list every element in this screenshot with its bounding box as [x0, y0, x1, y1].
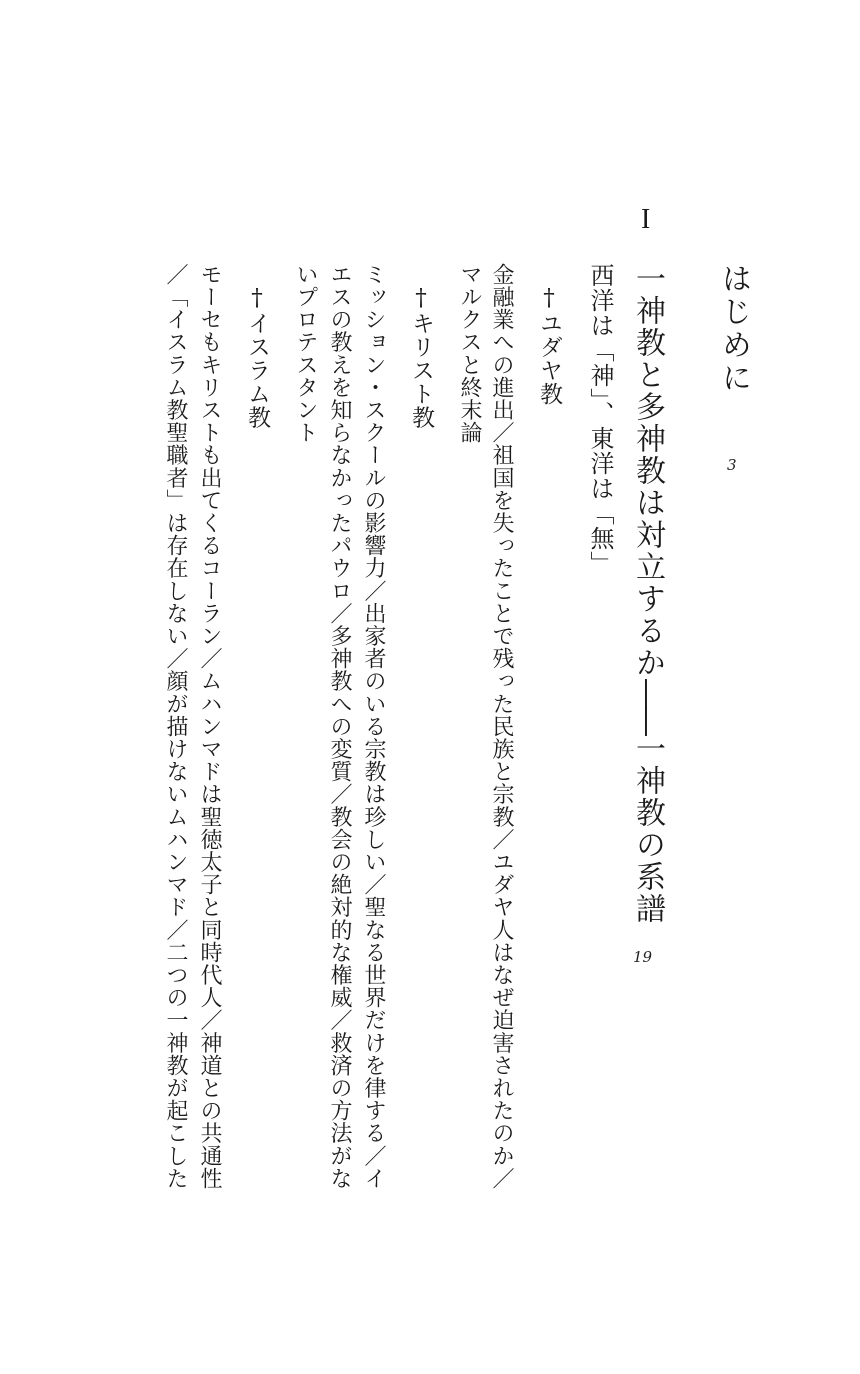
chapter-title: 一神教と多神教は対立するか	[630, 263, 665, 679]
christianity-line-3: いプロテスタント	[293, 263, 318, 444]
lead-line: 西洋は「神」、東洋は「無」	[586, 263, 614, 576]
judaism-line-1: 金融業への進出／祖国を失ったことで残った民族と宗教／ユダヤ人はなぜ迫害されたのか／	[489, 263, 514, 1190]
section-heading-islam: †イスラム教	[244, 285, 270, 429]
section-heading-christianity: †キリスト教	[408, 285, 434, 429]
christianity-line-1: ミッション・スクールの影響力／出家者のいる宗教は珍しい／聖なる世界だけを律する／イ	[361, 263, 386, 1190]
islam-line-2: ／「イスラム教聖職者」は存在しない／顔が描けないムハンマド／二つの一神教が起こした	[163, 263, 188, 1190]
chapter-page-number: 19	[633, 948, 653, 966]
intro-title: はじめに	[716, 263, 751, 395]
judaism-line-2: マルクスと終末論	[457, 263, 482, 444]
chapter-heading	[630, 263, 665, 925]
chapter-dash: ――	[630, 679, 665, 733]
chapter-numeral: I	[641, 204, 651, 235]
section-heading-judaism: †ユダヤ教	[536, 285, 562, 406]
christianity-line-2: エスの教えを知らなかったパウロ／多神教への変質／教会の絶対的な権威／救済の方法がな	[327, 263, 352, 1190]
islam-line-1: モーセもキリストも出てくるコーラン／ムハンマドは聖徳太子と同時代人／神道との共通性	[197, 263, 222, 1190]
intro-page-number: 3	[727, 456, 737, 474]
chapter-subtitle: 一神教の系譜	[630, 733, 665, 925]
